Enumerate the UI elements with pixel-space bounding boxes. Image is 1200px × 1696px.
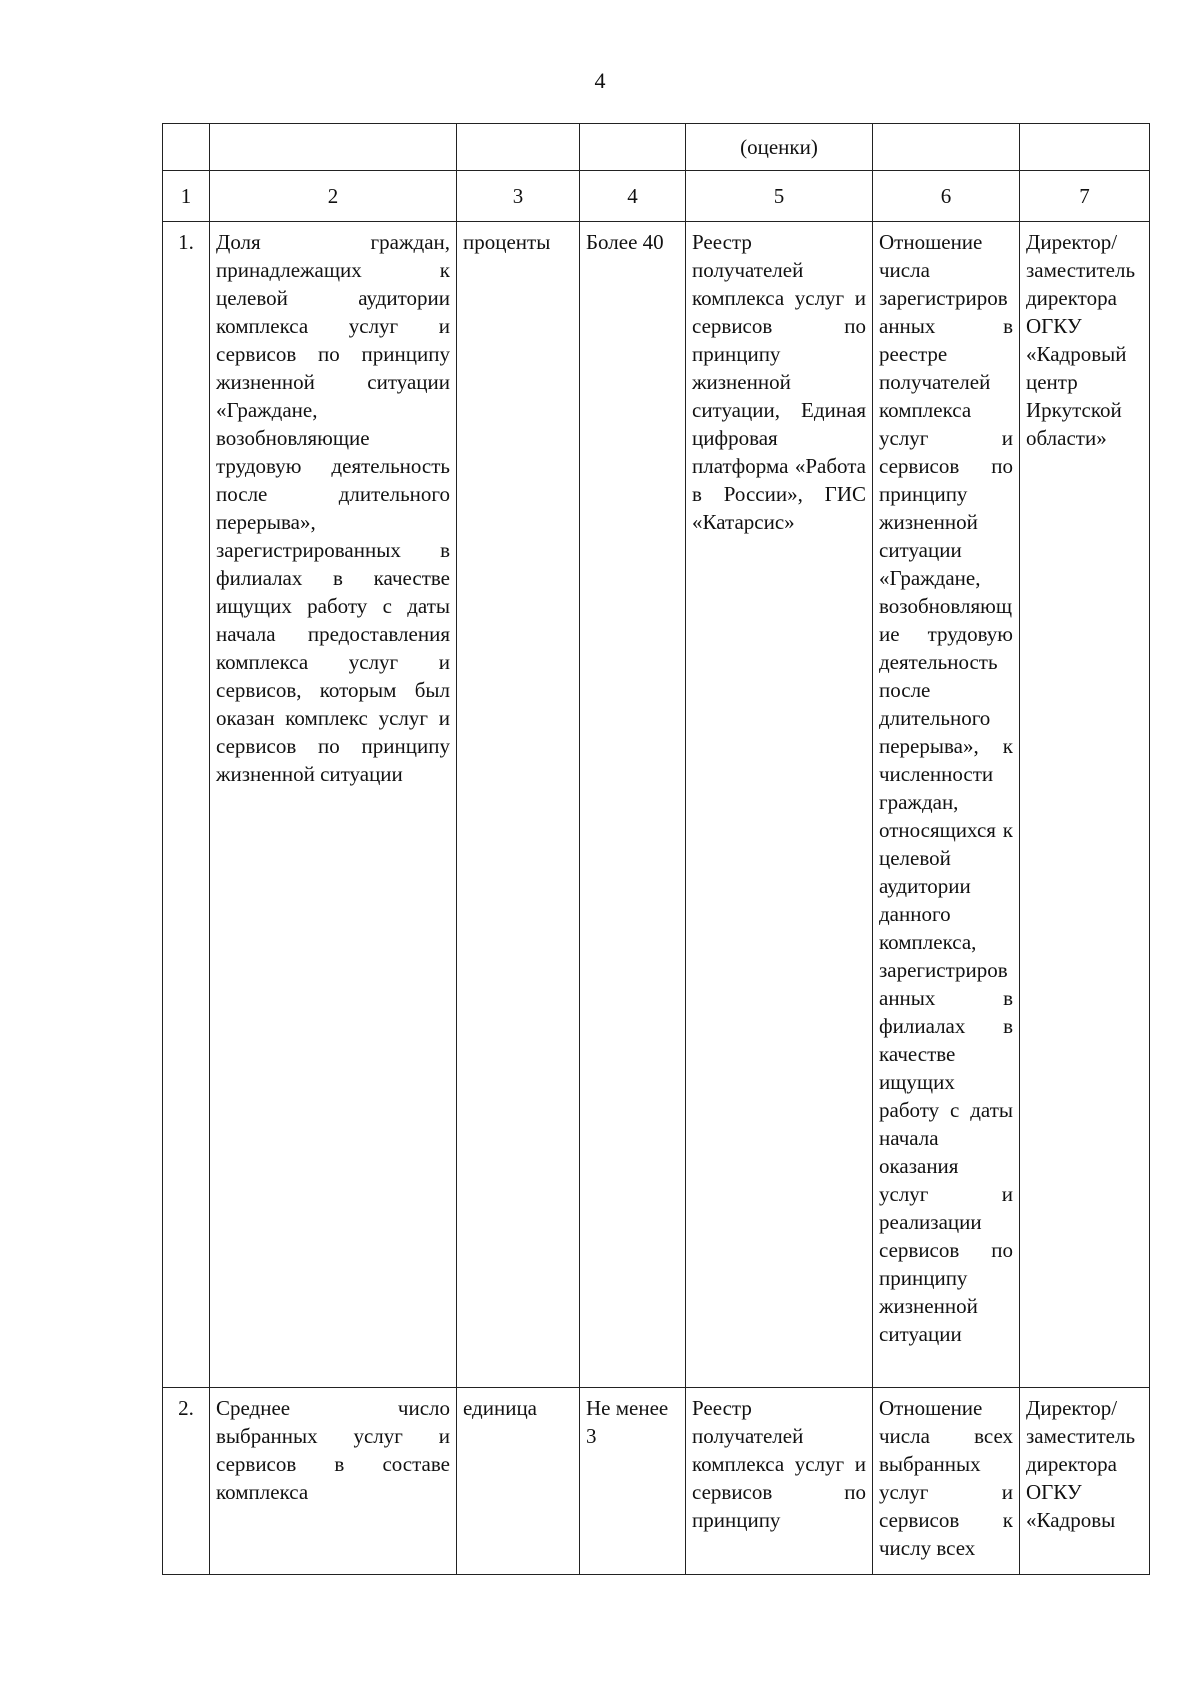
column-number-row	[163, 171, 1150, 222]
header-cell	[210, 124, 457, 171]
header-cell	[163, 124, 210, 171]
column-number: 4	[580, 171, 686, 222]
data-source: Реестр получателей комплекса услуг и сервисов по принципу жизненной ситуации, Единая цифровая платформа «Работа в России», ГИС «Катарсис»	[686, 222, 873, 1388]
page-number: 4	[594, 68, 606, 93]
data-source: Реестр получателей комплекса услуг и сервисов по принципу	[686, 1388, 873, 1575]
header-cell	[873, 124, 1020, 171]
unit: проценты	[457, 222, 580, 1388]
responsible-person: Директор/ заместитель директора ОГКУ «Кадровый центр Иркутской области»	[1020, 222, 1150, 1388]
responsible-person: Директор/ заместитель директора ОГКУ «Кадровы	[1020, 1388, 1150, 1575]
row-number: 1.	[163, 222, 210, 1388]
target-value: Не менее 3	[580, 1388, 686, 1575]
indicator-name: Среднее число выбранных услуг и сервисов в составе комплекса	[210, 1388, 457, 1575]
indicator-name: Доля граждан, принадлежащих к целевой аудитории комплекса услуг и сервисов по принципу жизненной ситуации «Граждане, возобновляющие трудовую деятельность после длительного перерыва», зарегистрированных в филиалах в качестве ищущих работу с даты начала предоставления комплекса услуг и сервисов, которым был оказан комплекс услуг и сервисов по принципу жизненной ситуации	[210, 222, 457, 1388]
row-number: 2.	[163, 1388, 210, 1575]
indicators-table	[162, 123, 1150, 1575]
target-value: Более 40	[580, 222, 686, 1388]
header-cell	[457, 124, 580, 171]
table-row	[163, 1388, 1150, 1575]
header-cell: (оценки)	[686, 124, 873, 171]
header-cell	[1020, 124, 1150, 171]
column-number: 1	[163, 171, 210, 222]
column-number: 2	[210, 171, 457, 222]
table-header-fragment-row	[163, 124, 1150, 171]
calculation-method: Отношение числа зарегистрированных в реестре получателей комплекса услуг и сервисов по принципу жизненной ситуации «Граждане, возобновляющие трудовую деятельность после длительного перерыва», к численности граждан, относящихся к целевой аудитории данного комплекса, зарегистрированных в филиалах в качестве ищущих работу с даты начала оказания услуг и реализации сервисов по принципу жизненной ситуации	[873, 222, 1020, 1388]
table-row	[163, 222, 1150, 1388]
header-cell	[580, 124, 686, 171]
unit: единица	[457, 1388, 580, 1575]
calculation-method: Отношение числа всех выбранных услуг и сервисов к числу всех	[873, 1388, 1020, 1575]
column-number: 3	[457, 171, 580, 222]
column-number: 5	[686, 171, 873, 222]
column-number: 6	[873, 171, 1020, 222]
column-number: 7	[1020, 171, 1150, 222]
